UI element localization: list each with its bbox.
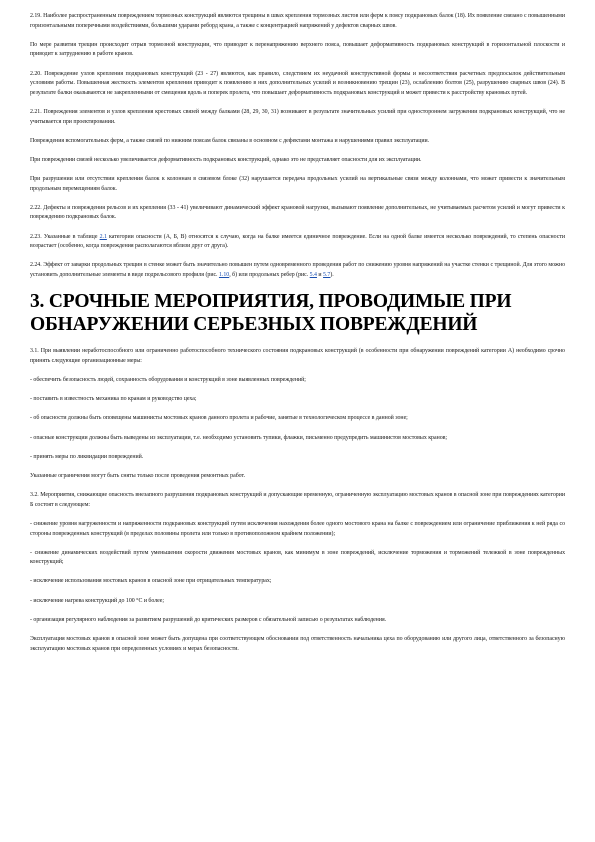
list-item-notify-mechanic: - поставить в известность механика по кранам и руководство цеха; — [30, 396, 197, 403]
list-item-low-temperature: - исключение использования мостовых кранов в опасной зоне при отрицательных температурах; — [30, 578, 272, 585]
list-item-remove-from-service: - опасные конструкции должны быть выведены из эксплуатации, т.е. необходимо установить тупики, флажки, письменно предупредить машинистов мостовых кранов; — [30, 434, 448, 441]
list-item-notify-operators: - об опасности должны быть оповещены машинисты мостовых кранов данного пролета и рабочие, занятые в технологическом процессе в данной зоне; — [30, 415, 408, 422]
paragraph-2-24 — [30, 261, 565, 280]
list-item-reduce-dynamics: - снижение динамических воздействий путем уменьшения скорости движения мостовых кранов, как минимум в зоне повреждений, исключение торможения и торможений тележкой в зоне поврежденных конструкций; — [30, 549, 565, 566]
paragraph-3-2: 3.2. Мероприятия, снижающие опасность внезапного разрушения подкрановых конструкций и допускающие временную, ограниченную эксплуатацию мостовых кранов в опасной зоне при повреждениях категории Б состоят в следующем: — [30, 492, 565, 508]
link-table-2-1[interactable]: 2.1 — [99, 233, 107, 240]
list-item-eliminate-damage: - принять меры по ликвидации повреждений. — [30, 453, 144, 460]
list-item-monitoring: - организация регулярного наблюдения за развитием разрушений до критических размеров с обязательной записью о результатах наблюдения. — [30, 616, 387, 623]
paragraph-2-23-text-a: 2.23. Указанные в таблице — [30, 233, 100, 240]
paragraph-restrictions: Указанные ограничения могут быть сняты только после проведения ремонтных работ. — [30, 472, 246, 479]
paragraph-2-23-text-b: категории опасности (А, Б, В) относятся к случаю, когда на балке имеется единичное повреждение. Если на одной балке имеется несколько повреждений, то степень опасности возрастает (особенно, когда повреждения располагаются вблизи друг от друга). — [30, 233, 566, 250]
paragraph-2-24-text-d: ). — [330, 272, 334, 279]
paragraph-3-1: 3.1. При выявлении неработоспособного или ограниченно работоспособного технического состояния подкрановых конструкций (в особенности при обнаружении повреждений категории А) необходимо срочно принять следующие организационные меры: — [30, 348, 565, 364]
paragraph-bracing-block: При разрушении или отсутствии крепления балок к колоннам в связевом блоке (32) нарушается передача продольных усилий на вертикальные связи между колоннами, что может привести к значительным продольным перемещениям балок. — [30, 176, 565, 192]
paragraph-crack-development: По мере развития трещин происходит отрыв тормозной конструкции, что приводит к перенапряжению верхнего пояса, повышает деформативность подкрановых конструкций в горизонтальной плоскости и приводит к затруднению в работе кранов. — [30, 41, 565, 58]
paragraph-2-21: 2.21. Повреждения элементов и узлов крепления крестовых связей между балками (28, 29, 30, 31) возникают в результате значительных усилий при одностороннем загружении подкрановых конструкций, что не учитывается при проектировании. — [30, 108, 565, 125]
link-figure-5-4[interactable]: 5.4 — [309, 272, 317, 279]
paragraph-bracing-damage: При повреждении связей несколько увеличивается деформативность подкрановых конструкций, однако это не представляет опасности для их эксплуатации. — [30, 156, 422, 163]
link-figure-1-10[interactable]: 1.10 — [218, 272, 230, 279]
list-item-reduce-load: - снижение уровня нагруженности и напряженности подкрановых конструкций путем исключения нахождения более одного мостового крана на балке с повреждением или ограничение приближения к ней ряда со стороны поврежденных конструкций (в пределах половины пролета или только в противоположном крайнем положении); — [30, 520, 565, 537]
paragraph-2-19: 2.19. Наиболее распространенным повреждением тормозных конструкций являются трещины в швах крепления тормозных листов или ферм к поясу подкрановых балок (18). Их появление связано с повышенными горизонтальными поперечными воздействиями, большими ударами реборд крана, а также с концентрацией напряжений у дефектов сварных швов. — [30, 13, 565, 29]
list-item-safety: - обеспечить безопасность людей, сохранность оборудования и конструкций в зоне выявленных повреждений; — [30, 377, 306, 383]
paragraph-operation-permission: Эксплуатация мостовых кранов в опасной зоне может быть допущена при соответствующем обосновании под ответственность начальника цеха по оборудованию или другого лица, ответственного за безопасную эксплуатацию мостовых кранов при определенных условиях и мерах безопасности. — [30, 636, 565, 652]
paragraph-2-20: 2.20. Повреждение узлов крепления подкрановых конструкций (23 - 27) являются, как правило, следствием их неудачной конструктивной формы и несоответствия расчетных предпосылок действительным условиям работы. Повышенная жесткость элементов крепления приводит к появлению в них дополнительных усилий и возникновению трещин (23), ослаблению болтов (25), разрушению сварных швов (24). В результате балки оказываются не закрепленными от смещения вдоль и поперек пролета, что повышает деформативность подкрановых конструкций и может привести к расстройству крановых путей. — [30, 70, 565, 96]
paragraph-2-23 — [30, 233, 565, 252]
paragraph-2-24-text-a: 2.24. Эффект от заварки продольных трещин в стенке может быть значительно повышен путем одновременного проведения работ по снижению уровня напряжений на участке стенки с трещиной. Для этого можно установить дополнительные элементы в виде подрельсового профиля (рис. — [30, 262, 565, 279]
paragraph-2-24-text-b: , б) или продольных ребер (рис. — [229, 272, 310, 279]
paragraph-auxiliary-trusses: Повреждения вспомогательных ферм, а также связей по нижним поясам балок связаны в основном с дефектами монтажа и нарушениями правил эксплуатации. — [30, 137, 430, 144]
list-item-heating: - исключение нагрева конструкций до 100 °C и более; — [30, 597, 164, 604]
section-heading: 3. СРОЧНЫЕ МЕРОПРИЯТИЯ, ПРОВОДИМЫЕ ПРИ ОБНАРУЖЕНИИ СЕРЬЕЗНЫХ ПОВРЕЖДЕНИЙ — [30, 291, 512, 336]
paragraph-2-24-text-c: и — [316, 272, 324, 279]
paragraph-2-22: 2.22. Дефекты и повреждения рельсов и их крепления (33 - 41) увеличивают динамический эффект крановой нагрузки, вызывают появление дополнительных, не учитываемых расчетом усилий и могут привести к повреждению подкрановых балок. — [30, 204, 565, 221]
link-figure-5-7[interactable]: 5.7 — [323, 272, 331, 279]
